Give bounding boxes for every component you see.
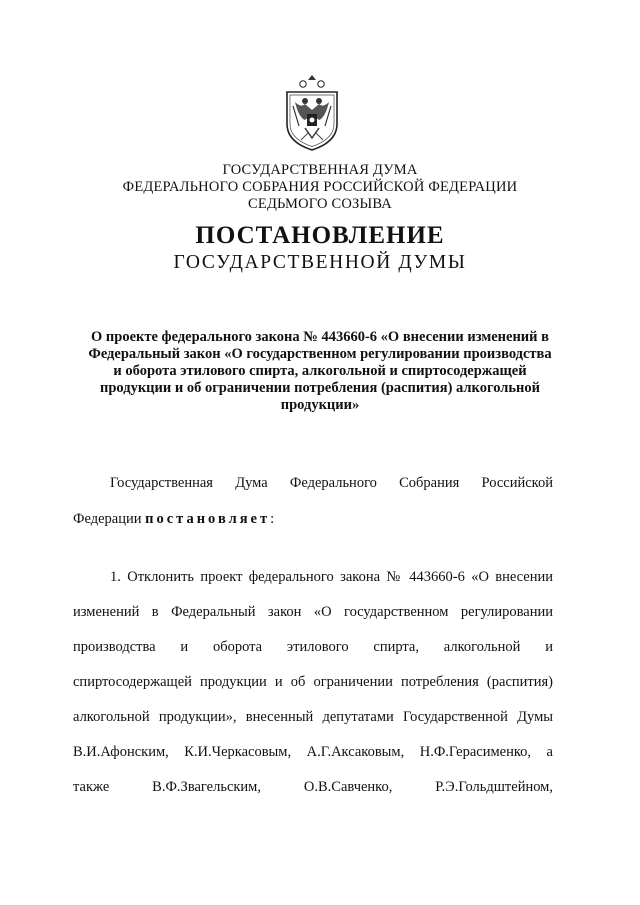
item1-line: алкогольной продукции», внесенный депутатами Государственной Думы [73, 709, 553, 725]
preamble-line-2 [73, 509, 553, 529]
subject-line: и оборота этилового спирта, алкогольной и спиртосодержащей [113, 363, 527, 379]
preamble-prefix: Федерации [73, 511, 146, 527]
preamble-line-1: Государственная Дума Федерального Собрания Российской [110, 475, 553, 491]
item1-line: 1. Отклонить проект федерального закона № 443660-6 «О внесении [110, 569, 553, 585]
preamble-suffix: : [270, 511, 275, 527]
subject-line: О проекте федерального закона № 443660-6 «О внесении изменений в [91, 329, 549, 345]
item1-line: В.И.Афонским, К.И.Черкасовым, А.Г.Аксаковым, Н.Ф.Герасименко, а [73, 744, 553, 760]
resolves-word: постановляет [145, 511, 271, 527]
item1-line: производства и оборота этилового спирта, алкогольной и [73, 639, 553, 655]
header-line-1: ГОСУДАРСТВЕННАЯ ДУМА [222, 162, 418, 178]
subject-line: продукции» [280, 397, 360, 413]
document-subtitle: ГОСУДАРСТВЕННОЙ ДУМЫ [173, 252, 467, 273]
document-title: ПОСТАНОВЛЕНИЕ [195, 222, 445, 249]
coat-of-arms-emblem [283, 74, 341, 152]
subject-block [70, 329, 570, 414]
subject-line: Федеральный закон «О государственном регулировании производства [88, 346, 552, 362]
item1-line: изменений в Федеральный закон «О государственном регулировании [73, 604, 553, 620]
subject-line: продукции и об ограничении потребления (распития) алкогольной [99, 380, 541, 396]
header-line-2: ФЕДЕРАЛЬНОГО СОБРАНИЯ РОССИЙСКОЙ ФЕДЕРАЦИИ [122, 179, 518, 195]
item1-line: также В.Ф.Звагельским, О.В.Савченко, Р.Э.Гольдштейном, [73, 779, 553, 795]
item1-line: спиртосодержащей продукции и об ограничении потребления (распития) [73, 674, 553, 690]
header-line-3: СЕДЬМОГО СОЗЫВА [248, 196, 392, 212]
